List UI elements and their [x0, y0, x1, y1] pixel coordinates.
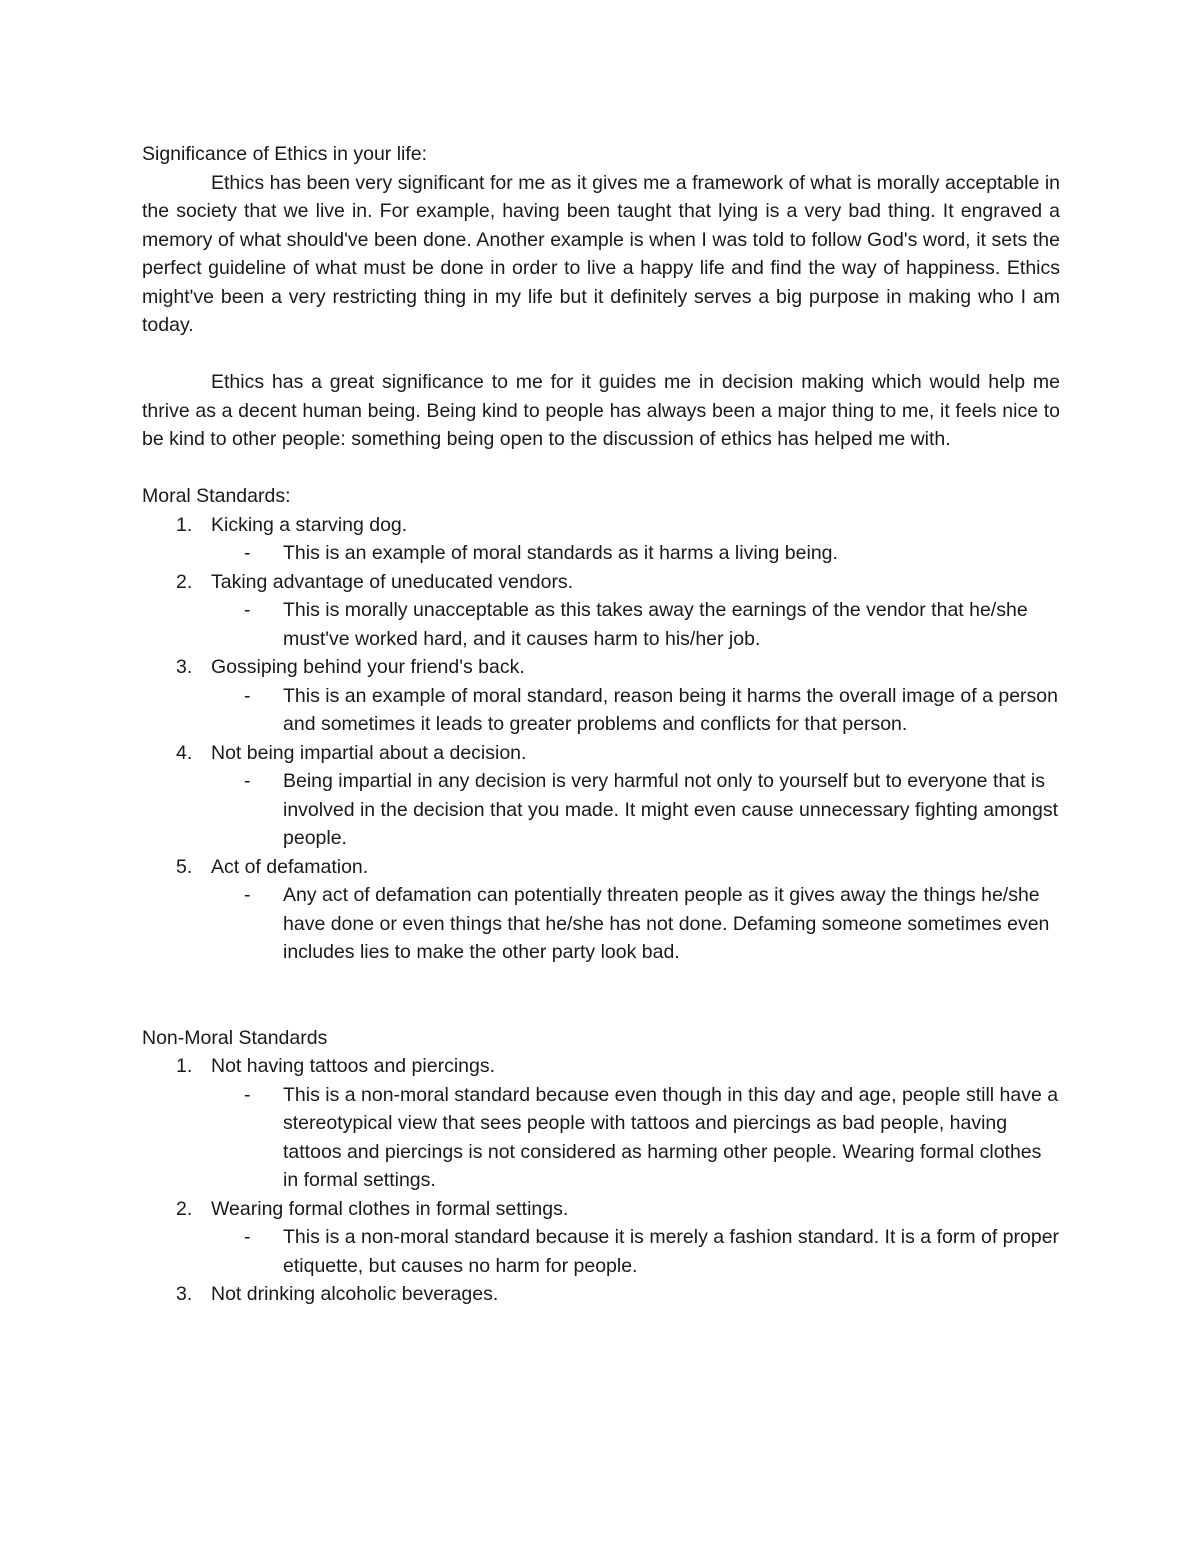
- list-item-title-line: [142, 568, 1060, 597]
- list-item-number: 2.: [176, 1197, 193, 1220]
- list-item-number: 1.: [176, 1055, 193, 1077]
- paragraph-significance-1: Ethics has been very significant for me as it gives me a framework of what is morally acceptable in the society that we live in. For example, having been taught that lying is a very bad thing. It engraved a memory of what should've been done. Another example is when I was told to follow God's word, it sets the perfect guideline of what must be done in order to live a happy life and find the way of happiness. Ethics might've been a very restricting thing in my life but it definitely serves a big purpose in making who I am today.: [142, 171, 1060, 336]
- list-item: [142, 653, 1060, 739]
- list-item-title: Wearing formal clothes in formal settings.: [211, 1197, 569, 1220]
- list-item-title: Not drinking alcoholic beverages.: [211, 1283, 499, 1305]
- section-heading-moral-standards: Moral Standards:: [142, 485, 291, 507]
- list-item-number: 4.: [176, 741, 193, 764]
- list-item-title: Taking advantage of uneducated vendors.: [211, 570, 574, 593]
- explanation-text: This is a non-moral standard because it is merely a fashion standard. It is a form of proper etiquette, but causes no harm for people.: [283, 1226, 1060, 1277]
- list-item-explanation: [142, 539, 1060, 568]
- list-item-title-line: [142, 1195, 1060, 1224]
- list-item-title: Act of defamation.: [211, 855, 369, 878]
- list-item-title-line: [142, 511, 1060, 540]
- explanation-text: This is a non-moral standard because even though in this day and age, people still have a stereotypical view that sees people with tattoos and piercings as bad people, having tattoos and piercings is not considered as harming other people. Wearing formal clothes in formal settings.: [283, 1083, 1059, 1191]
- dash-bullet: -: [244, 542, 251, 564]
- list-item-title-line: [142, 1280, 1060, 1309]
- explanation-text: This is morally unacceptable as this takes away the earnings of the vendor that he/she must've worked hard, and it causes harm to his/her job.: [283, 599, 1028, 650]
- list-item: [142, 739, 1060, 853]
- explanation-text: Any act of defamation can potentially threaten people as it gives away the things he/she have done or even things that he/she has not done. Defaming someone sometimes even includes lies to make the other party look bad.: [283, 884, 1050, 963]
- list-item-title-line: [142, 739, 1060, 768]
- list-item-title-line: [142, 1052, 1060, 1081]
- non-moral-standards-list: [142, 1052, 1060, 1309]
- explanation-text: Being impartial in any decision is very harmful not only to yourself but to everyone that is involved in the decision that you made. It might even cause unnecessary fighting amongst people.: [283, 770, 1059, 849]
- list-item-explanation: [142, 1223, 1060, 1280]
- explanation-text: This is an example of moral standards as it harms a living being.: [283, 542, 838, 564]
- list-item: [142, 511, 1060, 568]
- list-item-explanation: [142, 682, 1060, 739]
- blank-line: [142, 340, 1060, 369]
- explanation-text: This is an example of moral standard, reason being it harms the overall image of a person and sometimes it leads to greater problems and conflicts for that person.: [283, 684, 1058, 735]
- list-item-explanation: [142, 767, 1060, 853]
- blank-line: [142, 454, 1060, 483]
- blank-line: [142, 967, 1060, 1024]
- list-item-title: Gossiping behind your friend's back.: [211, 656, 525, 678]
- moral-standards-list: [142, 511, 1060, 967]
- list-item-number: 1.: [176, 513, 193, 536]
- list-item-title: Kicking a starving dog.: [211, 513, 408, 536]
- dash-bullet: -: [244, 770, 251, 792]
- list-item: [142, 1052, 1060, 1195]
- list-item-number: 3.: [176, 1283, 193, 1305]
- section-heading-significance: Significance of Ethics in your life:: [142, 143, 428, 165]
- list-item-number: 3.: [176, 656, 193, 678]
- paragraph-significance-2: Ethics has a great significance to me for it guides me in decision making which would help me thrive as a decent human being. Being kind to people has always been a major thing to me, it feels nice to be kind to other people: something being open to the discussion of ethics has helped me with.: [142, 371, 1060, 450]
- list-item-title-line: [142, 853, 1060, 882]
- list-item-explanation: [142, 1081, 1060, 1195]
- dash-bullet: -: [244, 1226, 251, 1248]
- dash-bullet: -: [244, 684, 251, 707]
- list-item-title: Not having tattoos and piercings.: [211, 1055, 496, 1077]
- list-item: [142, 1280, 1060, 1309]
- dash-bullet: -: [244, 884, 251, 906]
- list-item-number: 2.: [176, 570, 193, 593]
- list-item-explanation: [142, 881, 1060, 967]
- dash-bullet: -: [244, 1083, 251, 1106]
- list-item-title-line: [142, 653, 1060, 682]
- list-item-title: Not being impartial about a decision.: [211, 741, 527, 764]
- list-item: [142, 568, 1060, 654]
- list-item: [142, 1195, 1060, 1281]
- list-item: [142, 853, 1060, 967]
- dash-bullet: -: [244, 599, 251, 621]
- document-page: [142, 140, 1060, 1309]
- list-item-explanation: [142, 596, 1060, 653]
- list-item-number: 5.: [176, 855, 193, 878]
- section-heading-non-moral-standards: Non-Moral Standards: [142, 1026, 328, 1049]
